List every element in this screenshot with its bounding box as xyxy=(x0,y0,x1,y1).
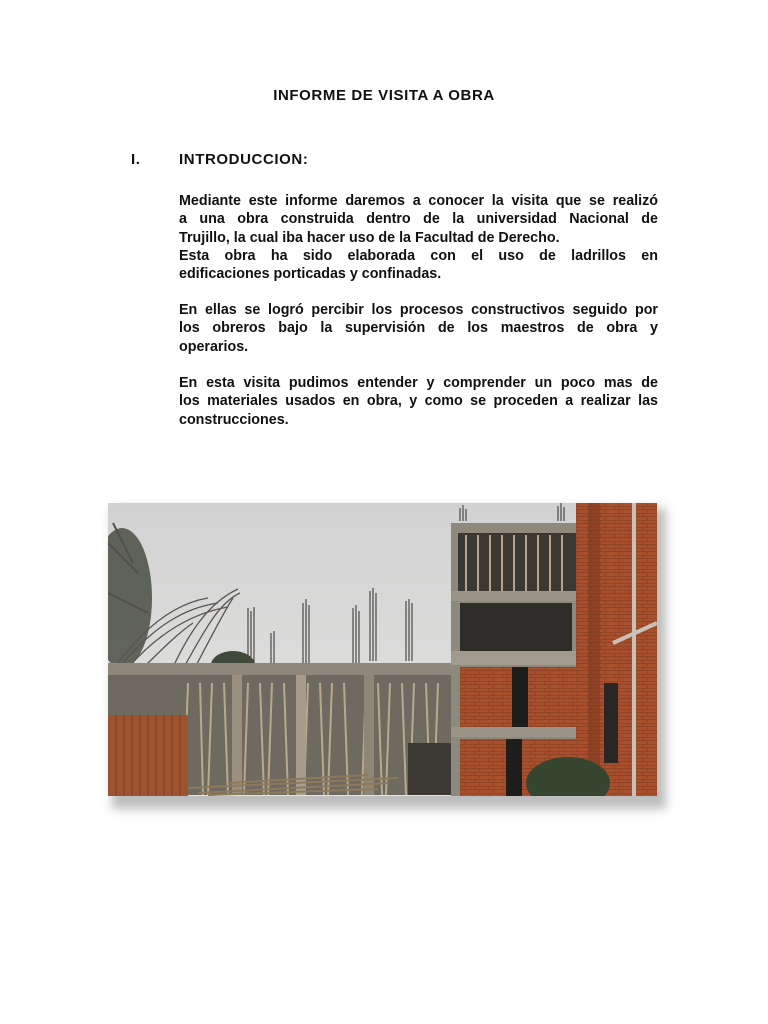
document-title: INFORME DE VISITA A OBRA xyxy=(273,87,495,104)
construction-site-photo xyxy=(108,503,657,796)
paragraph-line: edificaciones porticadas y confinadas. xyxy=(179,266,442,283)
paragraph-line: los materiales usados en obra, y como se proceden a realizar las xyxy=(179,393,658,410)
section-number: I. xyxy=(131,151,141,168)
paragraph-line: los obreros bajo la supervisión de los maestros de obra y xyxy=(179,320,658,337)
paragraph-line: En esta visita pudimos entender y comprender un poco mas de xyxy=(179,375,658,391)
brick-building xyxy=(576,503,657,796)
frame-building xyxy=(451,503,586,796)
fence xyxy=(108,715,188,796)
first-floor-slab xyxy=(108,663,453,675)
paragraph-line: a una obra construida dentro de la universidad Nacional de xyxy=(179,211,658,228)
section-title: INTRODUCCION: xyxy=(179,151,309,168)
paragraph-line: En ellas se logró percibir los procesos constructivos seguido por xyxy=(179,302,658,318)
paragraph-line: construcciones. xyxy=(179,411,289,428)
paragraph-line: Trujillo, la cual iba hacer uso de la Facultad de Derecho. xyxy=(179,229,560,246)
paragraph-line: Mediante este informe daremos a conocer la visita que se realizó xyxy=(179,193,658,209)
paragraph-2 xyxy=(179,301,658,356)
paragraph-1 xyxy=(179,192,658,283)
paragraph-line: Esta obra ha sido elaborada con el uso de ladrillos en xyxy=(179,247,658,264)
paragraph-line: operarios. xyxy=(179,338,249,355)
paragraph-3 xyxy=(179,374,658,429)
